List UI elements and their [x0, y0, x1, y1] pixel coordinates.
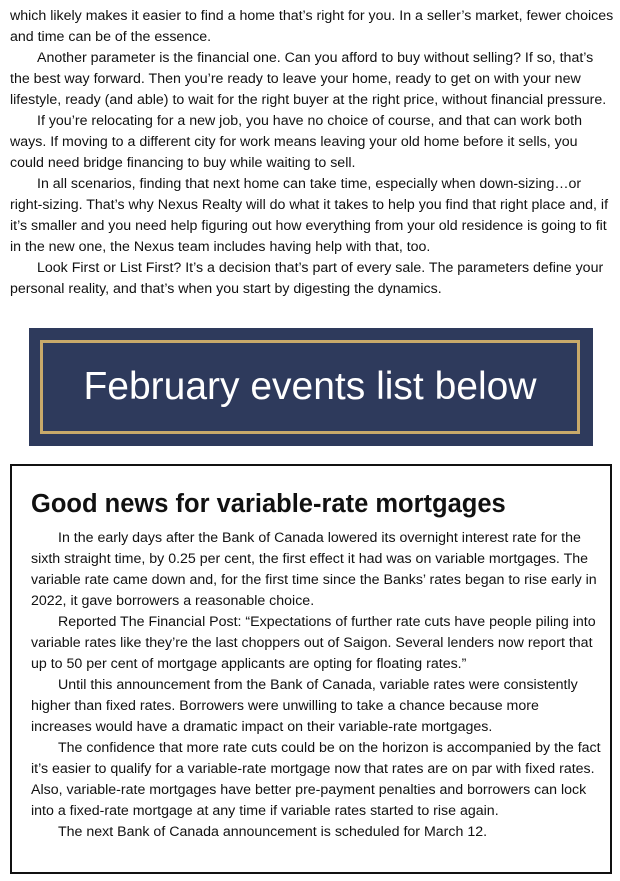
events-banner — [29, 328, 593, 446]
intro-paragraph: which likely makes it easier to find a home that’s right for you. In a seller’s market, fewer choices and time can be of the essence. — [10, 8, 614, 45]
mortgage-article-box — [10, 464, 612, 874]
article-paragraph: The confidence that more rate cuts could be on the horizon is accompanied by the fact it’s easier to qualify for a variable-rate mortgage now that rates are on par with fixed rates. Also, variable-rate mortgages have better pre-payment penalties and borrowers can lock into a fixed-rate mortgage at any time if variable rates started to rise again. — [31, 740, 601, 819]
article-paragraph: In the early days after the Bank of Canada lowered its overnight interest rate for the sixth straight time, by 0.25 per cent, the first effect it had was on variable mortgages. The variable rate came down and, for the first time since the Banks’ rates began to rise early in 2022, it gave borrowers a reasonable choice. — [31, 530, 597, 609]
intro-paragraph: Look First or List First? It’s a decision that’s part of every sale. The parameters define your personal reality, and that’s when you start by digesting the dynamics. — [10, 260, 604, 297]
article-paragraph: Reported The Financial Post: “Expectations of further rate cuts have people piling into variable rates like they’re the last choppers out of Saigon. Several lenders now report that up to 50 per cent of mortgage applicants are opting for floating rates.” — [31, 614, 596, 672]
intro-paragraph: If you’re relocating for a new job, you have no choice of course, and that can work both ways. If moving to a different city for work means leaving your old home before it sells, you could need bridge financing to buy while waiting to sell. — [10, 113, 582, 171]
events-banner-frame — [40, 340, 580, 434]
article-title: Good news for variable-rate mortgages — [31, 490, 506, 518]
article-body — [31, 528, 601, 843]
intro-paragraph: In all scenarios, finding that next home can take time, especially when down-sizing…or right-sizing. That’s why Nexus Realty will do what it takes to help you find that right place and, if it’s smaller and you need help figuring out how everything from your old residence is going to fit in the new one, the Nexus team includes having help with that, too. — [10, 176, 609, 255]
article-paragraph: The next Bank of Canada announcement is scheduled for March 12. — [58, 824, 488, 840]
events-banner-text: February events list below — [83, 365, 537, 408]
intro-paragraph: Another parameter is the financial one. Can you afford to buy without selling? If so, that’s the best way forward. Then you’re ready to leave your home, ready to get on with your new lifestyle, ready (and able) to wait for the right buyer at the right price, without financial pressure. — [10, 50, 607, 108]
intro-text — [10, 6, 614, 300]
article-paragraph: Until this announcement from the Bank of Canada, variable rates were consistently higher than fixed rates. Borrowers were unwilling to take a chance because more increases would have a dramatic impact on their variable-rate mortgages. — [31, 677, 578, 735]
